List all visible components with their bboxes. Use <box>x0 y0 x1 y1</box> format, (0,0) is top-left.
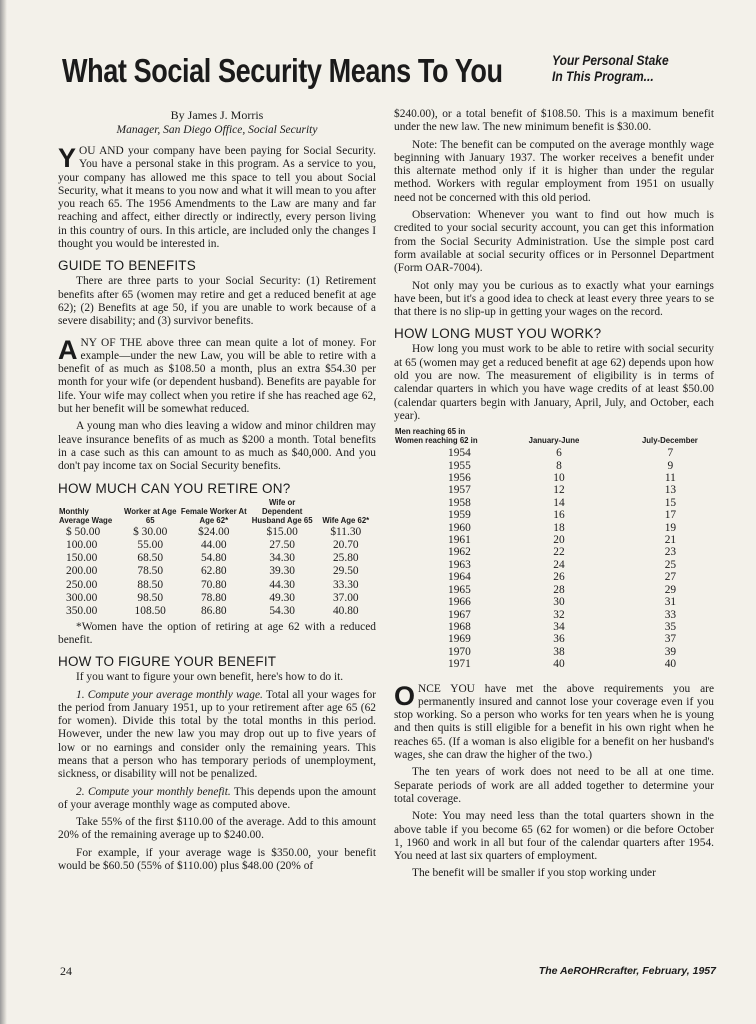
left-column <box>58 108 376 877</box>
table-header-row <box>58 498 376 526</box>
table-row <box>394 484 714 496</box>
column-header: Monthly Average Wage <box>59 506 113 525</box>
table-cell: 200.00 <box>66 565 98 578</box>
table-cell: 150.00 <box>66 552 98 565</box>
table-row <box>58 579 376 592</box>
table-cell: 1966 <box>448 596 471 609</box>
table-row <box>394 447 714 459</box>
table-cell: 62.80 <box>200 565 227 578</box>
table-cell: 1956 <box>448 472 471 485</box>
table-row <box>58 605 376 618</box>
table-cell: 10 <box>553 472 565 485</box>
table-cell: 1971 <box>448 658 471 671</box>
section-heading-work: HOW LONG MUST YOU WORK? <box>394 326 602 342</box>
table-header-row <box>394 427 714 447</box>
table-cell: 1957 <box>448 484 471 497</box>
earnings-check-paragraph: Not only may you be curious as to exactly what your earnings have been, but it's a good idea to check at least every three years to se that there is no slip-up in getting your wages on the record. <box>394 279 714 319</box>
table-cell: 23 <box>664 546 677 559</box>
section-heading-guide: GUIDE TO BENEFITS <box>58 258 196 274</box>
table-cell: 38 <box>553 645 565 658</box>
table-cell: 22 <box>553 546 565 559</box>
right-column <box>394 108 714 885</box>
table-cell: 350.00 <box>66 605 98 618</box>
quarters-table-body <box>394 447 714 670</box>
table-cell: 9 <box>667 459 674 472</box>
table-cell: 12 <box>553 484 565 497</box>
drop-cap-o: O <box>394 680 416 711</box>
table-cell: 1970 <box>448 645 471 658</box>
table-cell: 29 <box>664 583 677 596</box>
table-cell: 1962 <box>448 546 471 559</box>
column-header: Worker at Age 65 <box>123 506 177 525</box>
table-cell: 37.00 <box>332 592 359 605</box>
step-1-paragraph: 1. Compute your average monthly wage. Total all your wages for the period from January 1951, up to your retirement after age 65 (62 for women). Divide this total by the total months in this period. However, under the new law you may drop out up to five years of low or no earnings and consider only the remaining years. This means that a person who has temporary periods of unemployment, sickness, or disability will not be penalized. <box>58 688 376 781</box>
table-cell: 1965 <box>448 583 471 596</box>
table-row <box>58 552 376 565</box>
table-row <box>394 522 714 534</box>
figure-intro-paragraph: If you want to figure your own benefit, here's how to do it. <box>76 671 344 684</box>
table-row <box>58 565 376 578</box>
table-cell: 49.30 <box>269 592 295 605</box>
table-cell: 108.50 <box>134 605 166 618</box>
table-row <box>394 497 714 509</box>
table-cell: 25 <box>664 558 677 571</box>
table-cell: 86.80 <box>200 605 227 618</box>
section-heading-figure: HOW TO FIGURE YOUR BENEFIT <box>58 654 277 670</box>
table-cell: 78.80 <box>200 592 227 605</box>
table-cell: 70.80 <box>200 578 227 591</box>
table-cell: 1968 <box>448 620 471 633</box>
table-cell: 26 <box>553 571 565 584</box>
survivor-paragraph: A young man who dies leaving a widow and minor children may leave insurance benefits of as much as $200 a month. Total benefits in a case such as this can amount to as much as $40,000. And you don't pay income tax on Social Security benefits. <box>58 420 376 473</box>
article-title: What Social Security Means To You <box>62 52 503 89</box>
guide-paragraph: There are three parts to your Social Security: (1) Retirement benefits after 65 (women may retire and get a reduced benefit at age 62); (2) Benefits at age 50, if you are unable to work because of a severe disability; and (3) survivor benefits. <box>58 275 376 328</box>
table-cell: 88.50 <box>137 578 164 591</box>
table-cell: 78.50 <box>137 565 164 578</box>
table-row <box>394 609 714 621</box>
byline: By James J. Morris <box>170 108 264 122</box>
table-cell: 15 <box>664 496 677 509</box>
table-row <box>394 633 714 645</box>
table-cell: 35 <box>664 620 677 633</box>
example-paragraph: For example, if your average wage is $350.00, your benefit would be $60.50 (55% of $110.00) plus $48.00 (20% of <box>58 846 376 873</box>
table-row <box>394 559 714 571</box>
benefit-amount-paragraph: ANY OF THE above three can mean quite a lot of money. For example—under the new Law, you will be able to retire with a benefit of as much as $108.50 a month, plus an extra $54.30 per month for your wife (or dependent husband). Benefits are payable for life. Your wife may collect when you retire if she has reached age 62, but her benefit will be somewhat reduced. <box>58 334 376 416</box>
table-cell: 6 <box>556 447 562 460</box>
table-row <box>394 460 714 472</box>
article-subtitle <box>552 52 669 84</box>
table-cell: 98.50 <box>137 592 164 605</box>
column-header-jan-jun: January-June <box>528 436 580 446</box>
table-row <box>394 546 714 558</box>
drop-cap-y: Y <box>58 143 77 173</box>
table-cell: 40 <box>553 658 565 671</box>
table-cell: $24.00 <box>198 525 230 538</box>
column-header: Wife Age 62* <box>322 515 370 525</box>
eligibility-paragraph: How long you must work to be able to retire with social security at 65 (women may get a reduced benefit at age 62) depends upon how old you are now. The measurement of eligibility is in terms of calendar quarters in which you have wage credits of at least $50.00 (calendar quarters begin with January, April, July, and October, each year). <box>394 343 714 422</box>
table-cell: 250.00 <box>66 578 98 591</box>
drop-cap-a: A <box>58 334 78 365</box>
table-footnote: *Women have the option of retiring at age 62 with a reduced benefit. <box>58 620 376 646</box>
table-cell: 20 <box>553 534 565 547</box>
table-cell: 21 <box>664 534 677 547</box>
table-row <box>394 621 714 633</box>
table-cell: 19 <box>664 521 677 534</box>
table-row <box>394 584 714 596</box>
table-row <box>394 571 714 583</box>
table-cell: 1967 <box>448 608 471 621</box>
table-cell: 7 <box>667 447 674 460</box>
table-cell: 36 <box>553 633 565 646</box>
table-cell: 100.00 <box>66 538 98 551</box>
column-header: Female Worker At Age 62* <box>180 506 247 525</box>
column-header-jul-dec: July-December <box>641 436 698 446</box>
table-cell: 40.80 <box>332 605 359 618</box>
table-cell: 32 <box>553 608 565 621</box>
subtitle-line-1: Your Personal Stake <box>552 52 669 68</box>
table-row <box>58 526 376 539</box>
publication-footer: The AeROHRcrafter, February, 1957 <box>538 965 716 977</box>
table-cell: 13 <box>664 484 677 497</box>
step-2-paragraph: 2. Compute your monthly benefit. This depends upon the amount of your average monthly wage as computed above. <box>58 785 377 811</box>
table-cell: 28 <box>553 583 565 596</box>
table-row <box>394 658 714 670</box>
table-cell: 1954 <box>448 447 471 460</box>
table-cell: 14 <box>553 496 565 509</box>
observation-paragraph: Observation: Whenever you want to find out how much is credited to your social security account, you can get this information from the Social Security Administration. Use the simple post card form available at social security offices or in Personnel Department (Form OAR-7004). <box>394 209 714 275</box>
coverage-paragraph: ONCE YOU have met the above requirements you are permanently insured and cannot lose your coverage even if you stop working. So a person who works for ten years when he is young and then quits is still eligible for a benefit in his own right when he reaches 65. (If a woman is also eligible for a benefit on her husband's wages, she can draw the higher of the two.) <box>394 680 714 762</box>
table-cell: 34.30 <box>269 552 295 565</box>
table-cell: 1960 <box>448 521 471 534</box>
page-binding-edge <box>0 0 7 1024</box>
table-cell: 33.30 <box>332 578 359 591</box>
table-cell: 33 <box>664 608 677 621</box>
table-row <box>394 596 714 608</box>
table-cell: 37 <box>664 633 677 646</box>
step-1-label: 1. Compute your average monthly wage. <box>76 688 263 701</box>
table-cell: 24 <box>553 558 565 571</box>
table-cell: 1969 <box>448 633 471 646</box>
subtitle-line-2: In This Program... <box>552 68 654 84</box>
table-cell: 1964 <box>448 571 471 584</box>
closing-paragraph: The benefit will be smaller if you stop working under <box>412 867 656 880</box>
table-cell: 34 <box>553 620 565 633</box>
table-cell: 27 <box>664 571 677 584</box>
formula-paragraph: Take 55% of the first $110.00 of the average. Add to this amount 20% of the remaining average up to $240.00. <box>58 816 376 842</box>
quarters-table <box>394 427 714 670</box>
table-cell: 54.80 <box>200 552 227 565</box>
table-row <box>394 534 714 546</box>
table-cell: 17 <box>664 509 677 522</box>
table-cell: 39.30 <box>269 565 295 578</box>
note-paragraph: Note: The benefit can be computed on the average monthly wage beginning with January 1937. The worker receives a benefit under this alternate method only if it is higher than under the regular method. Workers with regular employment from 1951 on usually need not be concerned with this old period. <box>394 138 714 204</box>
table-cell: 16 <box>553 509 565 522</box>
table-cell: 30 <box>553 596 565 609</box>
table-cell: 1955 <box>448 459 471 472</box>
table-row <box>394 472 714 484</box>
table-cell: 20.70 <box>332 538 359 551</box>
table-cell: 25.80 <box>332 552 359 565</box>
author-affiliation: Manager, San Diego Office, Social Security <box>116 124 318 136</box>
work-periods-paragraph: The ten years of work does not need to be all at one time. Separate periods of work are all added together to determine your total coverage. <box>394 766 714 805</box>
retirement-benefit-table <box>58 498 376 619</box>
column-header: Wife or Dependent Husband Age 65 <box>251 497 313 525</box>
table-cell: 55.00 <box>137 538 164 551</box>
continued-paragraph: $240.00), or a total benefit of $108.50. This is a maximum benefit under the new law. The new minimum benefit is $30.00. <box>394 108 714 134</box>
table-cell: 29.50 <box>332 565 359 578</box>
table-cell: 1958 <box>448 496 471 509</box>
table-cell: 68.50 <box>137 552 164 565</box>
table-cell: 11 <box>664 472 676 485</box>
table-cell: 40 <box>664 658 677 671</box>
table-cell: $ 50.00 <box>66 525 101 538</box>
table-cell: 44.00 <box>200 538 227 551</box>
table-cell: 27.50 <box>269 538 295 551</box>
table-cell: 8 <box>556 459 562 472</box>
table-cell: 31 <box>664 596 677 609</box>
section-heading-retire: HOW MUCH CAN YOU RETIRE ON? <box>58 480 291 496</box>
table-cell: 39 <box>664 645 677 658</box>
table-cell: 44.30 <box>269 578 295 591</box>
table-cell: 1959 <box>448 509 471 522</box>
table-row <box>394 509 714 521</box>
table-row <box>58 539 376 552</box>
table-cell: $ 30.00 <box>133 525 168 538</box>
page-number: 24 <box>60 964 72 978</box>
table-cell: 300.00 <box>66 592 98 605</box>
intro-paragraph: YOU AND your company have been paying for Social Security. You have a personal stake in this program. As a service to you, your company has allowed me this space to tell you about Social Security, what it means to you now and what it will mean to you after you reach 65. The 1956 Amendments to the Law are many and far reaching and affect, either directly or indirectly, every person living in this country of ours. In this article, are included only the changes I thought you would be interested in. <box>58 143 376 251</box>
table-row <box>58 592 376 605</box>
table-cell: 1963 <box>448 558 471 571</box>
table-cell: 18 <box>553 521 565 534</box>
retirement-table-body <box>58 526 376 619</box>
column-header-year: Men reaching 65 in Women reaching 62 in <box>395 427 478 446</box>
table-cell: 1961 <box>448 534 471 547</box>
table-cell: 54.30 <box>269 605 295 618</box>
quarters-note-paragraph: Note: You may need less than the total quarters shown in the above table if you become 65 (62 for women) or die before October 1, 1960 and work in all but four of the calendar quarters after 1954. You need at last six quarters of employment. <box>394 810 714 863</box>
step-2-label: 2. Compute your monthly benefit. <box>76 785 231 798</box>
table-row <box>394 646 714 658</box>
table-cell: $15.00 <box>266 525 298 538</box>
table-cell: $11.30 <box>330 525 362 538</box>
